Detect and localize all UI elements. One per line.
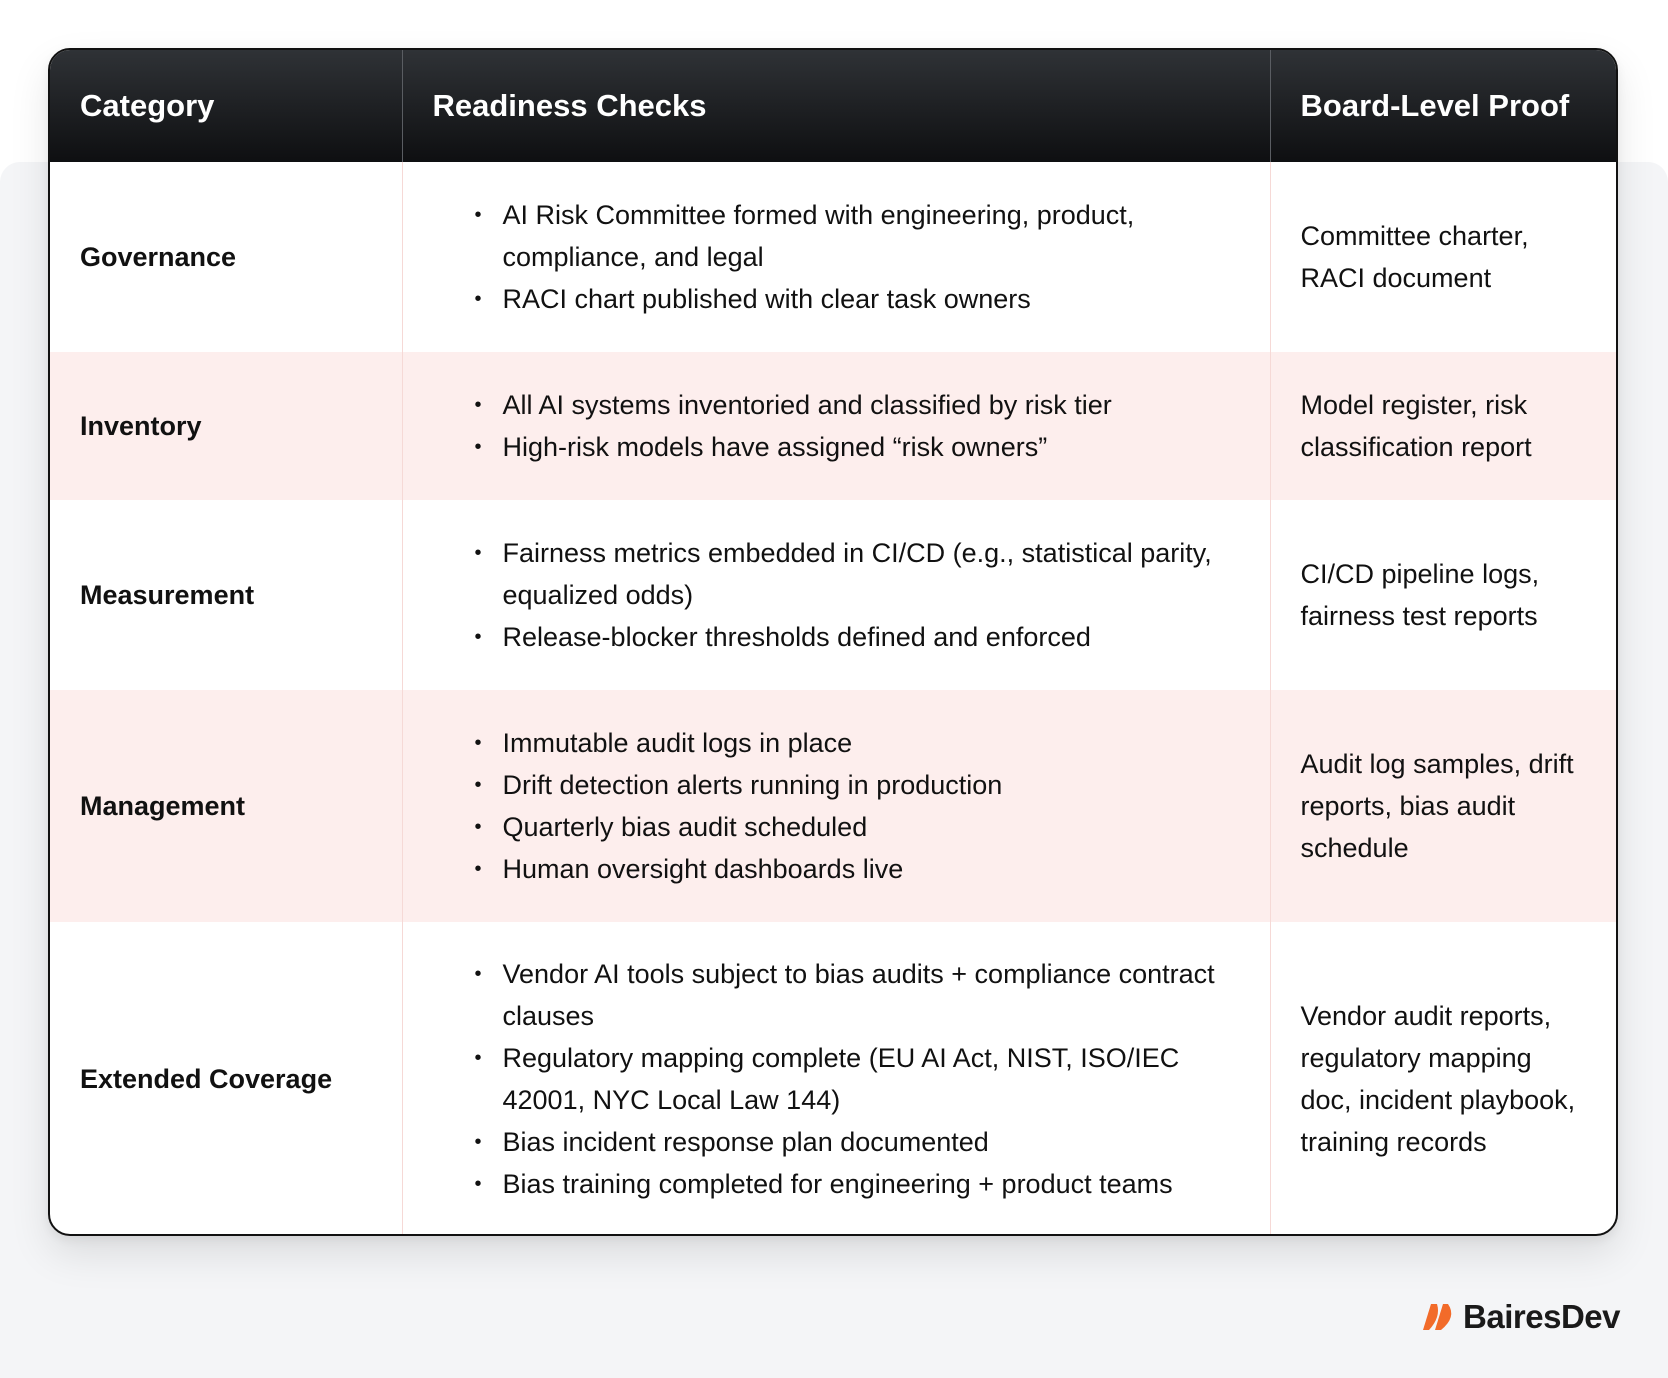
check-item: • High-risk models have assigned “risk owners” xyxy=(475,426,1240,468)
check-item: • Bias training completed for engineering + product teams xyxy=(475,1163,1240,1205)
header-category: Category xyxy=(50,50,402,162)
check-item: • Human oversight dashboards live xyxy=(475,848,1240,890)
proof-cell: CI/CD pipeline logs, fairness test reports xyxy=(1300,559,1540,631)
category-cell: Management xyxy=(50,690,402,922)
table-row-management xyxy=(50,690,1616,922)
check-item: • Regulatory mapping complete (EU AI Act, NIST, ISO/IEC 42001, NYC Local Law 144) xyxy=(475,1037,1240,1121)
check-item: • Immutable audit logs in place xyxy=(475,722,1240,764)
brand-logo xyxy=(1421,1298,1620,1336)
checks-list xyxy=(433,194,1240,320)
checks-cell xyxy=(402,500,1270,690)
check-item: • RACI chart published with clear task owners xyxy=(475,278,1240,320)
checks-list xyxy=(433,953,1240,1205)
readiness-table xyxy=(50,50,1616,1236)
check-item: • Quarterly bias audit scheduled xyxy=(475,806,1240,848)
category-cell: Measurement xyxy=(50,500,402,690)
table-row-inventory xyxy=(50,352,1616,500)
checks-cell xyxy=(402,690,1270,922)
readiness-table-card xyxy=(48,48,1618,1236)
table-row-extended-coverage xyxy=(50,922,1616,1236)
check-item: • Vendor AI tools subject to bias audits + compliance contract clauses xyxy=(475,953,1240,1037)
bairesdev-logo-icon xyxy=(1421,1302,1457,1332)
proof-cell: Audit log samples, drift reports, bias audit schedule xyxy=(1300,749,1574,863)
checks-list xyxy=(433,722,1240,890)
header-board-level-proof: Board-Level Proof xyxy=(1300,88,1570,123)
proof-cell: Model register, risk classification report xyxy=(1300,390,1532,462)
checks-list xyxy=(433,384,1240,468)
check-item: • Fairness metrics embedded in CI/CD (e.g., statistical parity, equalized odds) xyxy=(475,532,1240,616)
brand-name: BairesDev xyxy=(1463,1298,1620,1335)
checks-cell xyxy=(402,922,1270,1236)
check-item: • Drift detection alerts running in production xyxy=(475,764,1240,806)
check-item: • AI Risk Committee formed with engineering, product, compliance, and legal xyxy=(475,194,1240,278)
check-item: • Release-blocker thresholds defined and enforced xyxy=(475,616,1240,658)
table-row-measurement xyxy=(50,500,1616,690)
header-readiness-checks: Readiness Checks xyxy=(402,50,1270,162)
check-item: • All AI systems inventoried and classified by risk tier xyxy=(475,384,1240,426)
checks-cell xyxy=(402,352,1270,500)
category-cell: Extended Coverage xyxy=(50,922,402,1236)
category-cell: Governance xyxy=(50,162,402,352)
checks-cell xyxy=(402,162,1270,352)
proof-cell: Committee charter, RACI document xyxy=(1300,221,1529,293)
table-row-governance xyxy=(50,162,1616,352)
table-header-row xyxy=(50,50,1616,162)
category-cell: Inventory xyxy=(50,352,402,500)
checks-list xyxy=(433,532,1240,658)
check-item: • Bias incident response plan documented xyxy=(475,1121,1240,1163)
proof-cell: Vendor audit reports, regulatory mapping doc, incident playbook, training records xyxy=(1300,1001,1576,1157)
